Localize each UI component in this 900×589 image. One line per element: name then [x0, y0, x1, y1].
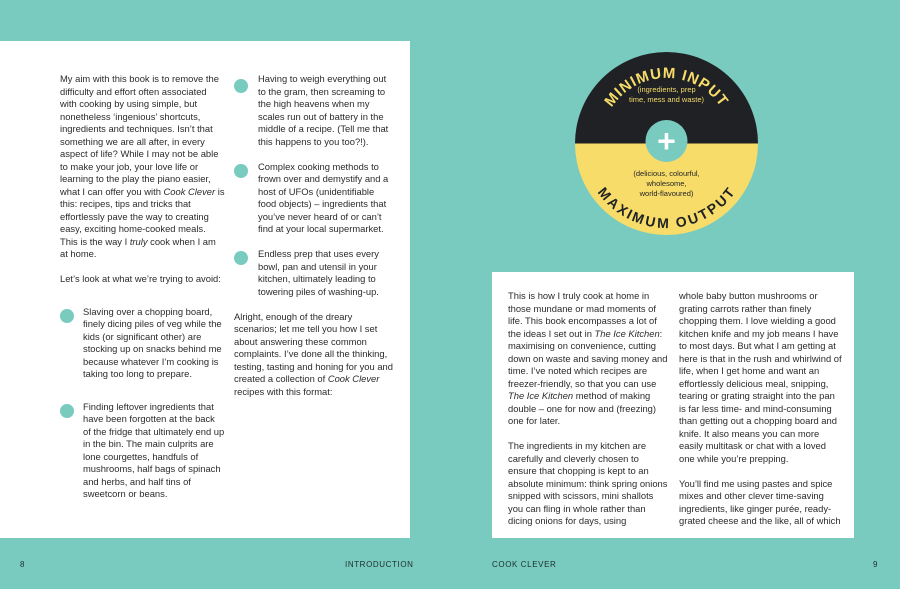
bullet-dot-icon — [234, 164, 248, 178]
bullet-text: Having to weigh everything out to the gram, then screaming to the high heavens when my scales run out of battery in the middle of a recipe. (Tell me that this happens to you too?!). — [258, 73, 389, 147]
badge-top-sub-1: (ingredients, prep — [637, 85, 696, 94]
bullet-text: Finding leftover ingredients that have been forgotten at the back of the fridge that ultimately end up in the bin. The main culprits are lone courgettes, handfuls of mushrooms, half bags of spinach and herbs, and half tins of sweetcorn or beans. — [83, 400, 225, 499]
ice-kitchen-paragraph: This is how I truly cook at home in those mundane or mad moments of life. This book encompasses a lot of the ideas I set out in The Ice Kitchen: maximising on convenience, cutting down on waste and saving money and time. I’ve noted which recipes are freezer-friendly, so that you can use The Ice Kitchen method of making double – one for now and (freezing) one for later. — [508, 290, 668, 426]
running-head-book: COOK CLEVER — [492, 560, 557, 569]
page-number-left: 8 — [20, 560, 26, 569]
intro-paragraph: My aim with this book is to remove the difficulty and effort often associated with cooking by using simple, but nonetheless ‘ingenious’ shortcuts, ingredients and techniques. Isn’t that something we are all after, in every aspect of life? While I may not be able to make your job, your love life or learning to the play the piano easier, what I can offer you with Cook Clever is this: recipes, tips and tricks that effortlessly pave the way to creating easy, exciting home-cooked meals. This is the way I truly cook when I am at home. — [60, 73, 225, 259]
left-column-1 — [60, 73, 225, 513]
bullet-text: Endless prep that uses every bowl, pan and utensil in your kitchen, ultimately leading to towering piles of washing-up. — [258, 248, 379, 297]
plus-icon: + — [657, 123, 676, 159]
badge-bottom-sub-3: world-flavoured) — [639, 189, 694, 198]
knife-paragraph: whole baby button mushrooms or grating carrots rather than finely chopping them. I love wielding a good kitchen knife and my job means I have to most days. But what I am getting at here is that in the rush and whirlwind of life, when I get home and want an effortlessly delicious meal, snipping, tearing or grating straight into the pan is far less time- and mind-consuming than getting out a chopping board and knife. It also means you can more easily multitask or chat with a loved one while you’re prepping. — [679, 290, 842, 464]
bullet-text: Complex cooking methods to frown over and demystify and a host of UFOs (unidentifiable food objects) – ingredients that you’ve never heard of or can’t find at your local supermarket. — [258, 160, 389, 234]
ingredients-paragraph: The ingredients in my kitchen are carefully and cleverly chosen to ensure that chopping is kept to an absolute minimum: think spring onions snipped with scissors, mini shallots you can fling in whole rather than dicing onions for days, using — [508, 440, 668, 526]
badge-top-title: MINIMUM INPUT — [601, 64, 732, 111]
badge-top-sub-2: time, mess and waste) — [628, 95, 705, 104]
bullet-item — [60, 401, 225, 501]
bullet-dot-icon — [60, 404, 74, 418]
bullet-item — [234, 161, 394, 236]
bullet-item — [234, 73, 394, 148]
running-head-section: INTRODUCTION — [345, 560, 414, 569]
bullet-item — [234, 248, 394, 298]
badge-bottom-title: MAXIMUM OUTPUT — [594, 184, 739, 232]
right-column-1 — [508, 290, 670, 540]
bullet-item — [60, 306, 225, 381]
closing-paragraph: Alright, enough of the dreary scenarios; let me tell you how I set about answering these common complaints. I’ve done all the thinking, testing, tasting and honing for you and created a collection of Cook Clever recipes with this format: — [234, 310, 393, 397]
pastes-paragraph: You’ll find me using pastes and spice mixes and other clever time-saving ingredients, like ginger purée, ready-grated cheese and the like, all of which — [679, 477, 841, 526]
bullet-dot-icon — [234, 79, 248, 93]
bullet-dot-icon — [60, 309, 74, 323]
bullet-text: Slaving over a chopping board, finely dicing piles of veg while the kids (or significant other) are stocking up on snacks behind me because whatever I’m cooking is taking too long to prepare. — [83, 305, 222, 379]
bullet-dot-icon — [234, 251, 248, 265]
min-input-max-output-badge — [575, 52, 758, 235]
avoid-paragraph: Let’s look at what we’re trying to avoid: — [60, 273, 221, 284]
right-column-2 — [679, 290, 843, 540]
badge-bottom-sub-1: (delicious, colourful, — [633, 169, 700, 178]
left-column-2 — [234, 73, 394, 411]
badge-bottom-sub-2: wholesome, — [646, 179, 687, 188]
page-number-right: 9 — [873, 560, 879, 569]
